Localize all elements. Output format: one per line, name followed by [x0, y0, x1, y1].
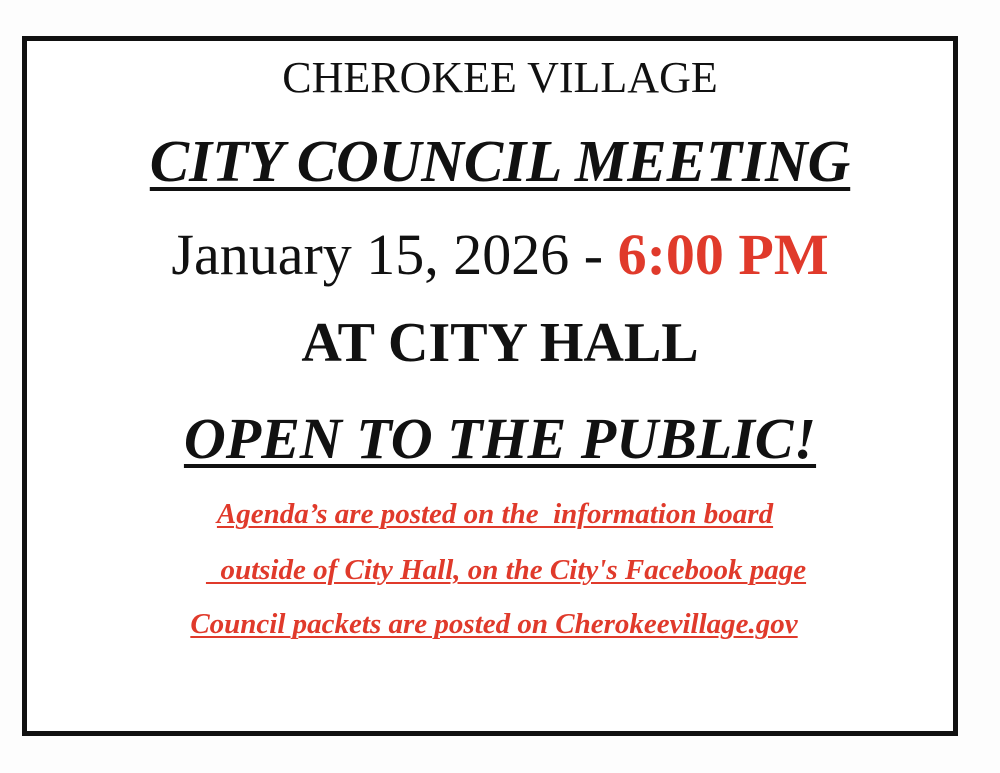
info-line-facebook: outside of City Hall, on the City's Facebook page — [205, 554, 807, 586]
info-line-agenda: Agenda’s are posted on the information board — [216, 498, 774, 530]
meeting-title: CITY COUNCIL MEETING — [149, 128, 851, 194]
info-line-website: Council packets are posted on Cherokeevillage.gov — [190, 608, 798, 640]
meeting-date: January 15, 2026 - — [171, 222, 618, 287]
organization-name: CHEROKEE VILLAGE — [282, 53, 718, 102]
meeting-time: 6:00 PM — [617, 222, 829, 287]
meeting-date-time — [0, 222, 1000, 288]
public-notice: OPEN TO THE PUBLIC! — [183, 406, 817, 471]
meeting-location: AT CITY HALL — [301, 312, 699, 374]
